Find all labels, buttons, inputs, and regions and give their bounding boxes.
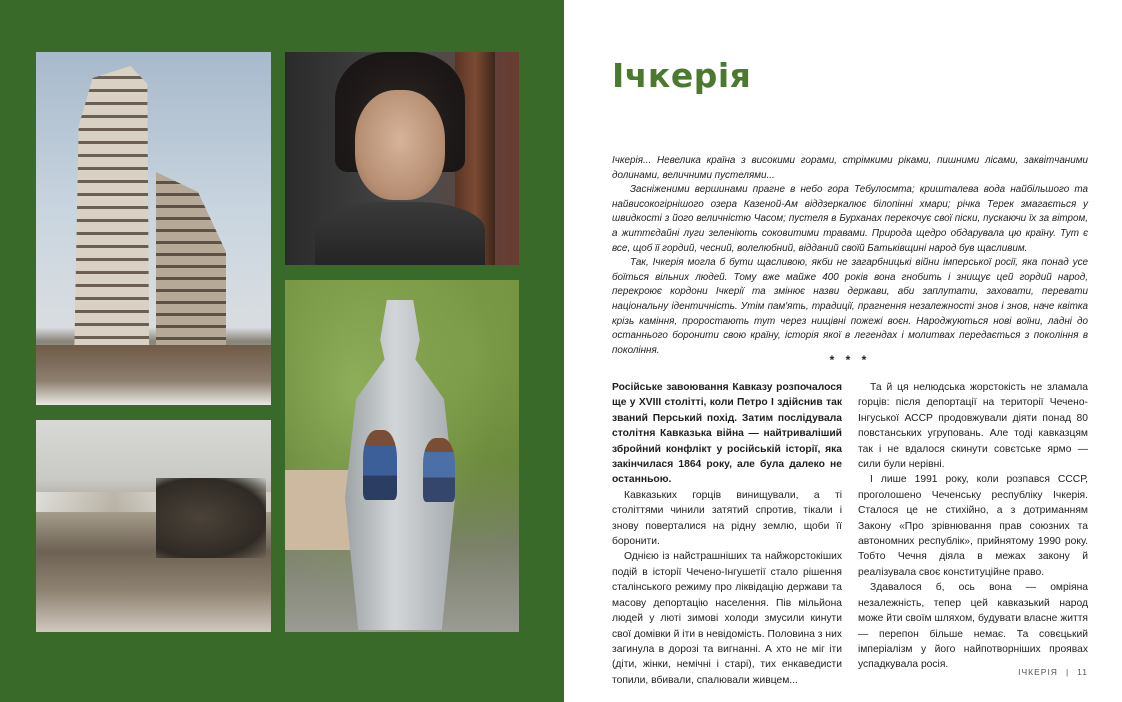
rubble-ground [36, 345, 271, 405]
intro-paragraph: Засніженими вершинами прагне в небо гора Тебулосмта; кришталева вода найбільшого та найвисокогірнішого озера Казеной-Ам віддзеркалює білопінні хмари; річка Терек змагається у швидкості з його величністю Часом; пустеля в Бурханах перекочує свої піски, пускаючи їх за вітром, а життєдайні луги зеленіють соковитими травами. Природа щедро обдарувала цю країну. Тут є все, щоб її гордий, чесний, волелюбний, відданий своїй Батьківщині народ був щасливим. [612, 184, 1088, 254]
footer-divider: | [1065, 667, 1070, 677]
background-house [285, 470, 355, 550]
intro-text [612, 154, 1088, 358]
photo-destroyed-building [36, 52, 271, 405]
intro-paragraph: Ічкерія... Невелика країна з високими горами, стрімкими ріками, пишними лісами, заквітчаними долинами, величними пустелями... [612, 155, 1088, 181]
intro-paragraph: Так, Ічкерія могла б бути щасливою, якби не загарбницькі війни імперської росії, яка понад усе боїться вільних людей. Тому вже майже 400 років вона гнобить і знищує цей гордий народ, перекроює кордони Ічкерії та змінює назви держави, аби заплутати, заховати, перевати національну ідентичність. Утім пам'ять, традиції, прагнення незалежності знов і знов, наче квітка крізь каміння, проростають тут через нищівні пожежі воєн. Народжуються нові воїни, ладні до останнього боронити свою країну, історія якої в легендах і молитвах передається з покоління в покоління. [612, 257, 1088, 356]
lead-paragraph: Російське завоювання Кавказу розпочалося ще у XVIII столітті, коли Петро І здійснив так званий Перський похід. Затим послідувала столітня Кавказька війна — найтриваліший збройний конфлікт у російській історії, яка закінчилася 1864 року, але була далеко не останньою. [612, 382, 842, 486]
photo-destroyed-vehicle [36, 420, 271, 632]
page-title: Ічкерія [612, 56, 752, 95]
child-figure-right [423, 438, 455, 502]
body-column-right [858, 380, 1088, 673]
body-paragraph: Однією із найстрашніших та найжорстокіших подій в історії Чечено-Інгушетії стало рішення сталінського режиму про ліквідацію держави та масову депортацію населення. Пів мільйона людей у люті зимові холоди змусили кинути свої домівки й іти в невідомість. Половина з них загинула в дорозі та вигнанні. А хто не міг іти (діти, жінки, немічні і старі), тих енкаведисти топили, вбивали, спалювали живцем... [612, 551, 842, 686]
vehicle-wreck-shape [156, 478, 266, 558]
page-number: 11 [1077, 667, 1088, 677]
child-figure-left [363, 430, 397, 500]
body-column-left [612, 380, 842, 688]
footer-section-name: ІЧКЕРІЯ [1018, 667, 1058, 677]
section-separator: * * * [829, 353, 871, 367]
body-shape [315, 202, 485, 265]
photo-statue-with-children [285, 280, 519, 632]
building-wing-shape [156, 172, 226, 372]
body-paragraph: І лише 1991 року, коли розпався СССР, проголошено Чеченську республіку Ічкерія. Сталося це не стихійно, а з дотриманням Закону «Про зрівнювання прав союзних та автономних республік», прийнятому 1990 року. Тобто Чечня діяла в межах закону й реалізувала своє конституційне право. [858, 474, 1088, 578]
photo-elderly-woman [285, 52, 519, 265]
face-shape [355, 90, 445, 200]
body-paragraph: Здавалося б, ось вона — омріяна незалежність, тепер цей кавказький народ може йти своїм шляхом, будувати власне життя — перепон більше немає. Та совєцький імперіалізм у його найпотворніших проявах успадкувала росія. [858, 582, 1088, 671]
building-tower-shape [74, 66, 168, 366]
page-footer [1018, 667, 1088, 677]
body-paragraph: Кавказьких горців винищували, а ті століттями чинили затятий спротив, тікали і знову поверталися на рідну землю, щоби її боронити. [612, 489, 842, 548]
body-paragraph: Та й ця нелюдська жорстокість не зламала горців: після депортації на території Чечено-Інгуської АССР продовжували діяти понад 80 повстанських угруповань. Але тоді кавказцям так і не вдалося скинути совєтське ярмо — сили були нерівні. [858, 382, 1088, 471]
